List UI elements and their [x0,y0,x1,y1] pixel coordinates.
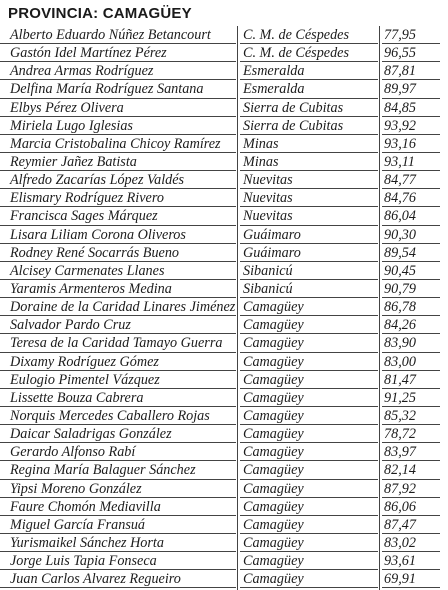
table-row [0,480,448,498]
municipality: Esmeralda [240,80,378,98]
table-row [0,207,448,225]
table-row [0,226,448,244]
table-row [0,171,448,189]
candidate-name: Daicar Saladrigas González [0,425,236,443]
municipality: C. M. de Céspedes [240,26,378,44]
candidate-name: Miriela Lugo Iglesias [0,117,236,135]
municipality: Nuevitas [240,171,378,189]
candidate-name: Marcia Cristobalina Chicoy Ramírez [0,135,236,153]
candidate-name: Doraine de la Caridad Linares Jiménez [0,298,236,316]
score: 83,00 [382,353,440,371]
score: 69,91 [382,570,440,588]
table-row [0,99,448,117]
score: 90,79 [382,280,440,298]
municipality: Camagüey [240,298,378,316]
score: 86,78 [382,298,440,316]
candidate-name: Andrea Armas Rodríguez [0,62,236,80]
score: 84,85 [382,99,440,117]
score: 83,02 [382,534,440,552]
score: 77,95 [382,26,440,44]
table-row [0,44,448,62]
candidate-name: Juan Carlos Alvarez Regueiro [0,570,236,588]
municipality: Camagüey [240,570,378,588]
municipality: Camagüey [240,534,378,552]
municipality: Nuevitas [240,207,378,225]
municipality: Sierra de Cubitas [240,117,378,135]
candidate-name: Alfredo Zacarías López Valdés [0,171,236,189]
table-row [0,334,448,352]
table-row [0,498,448,516]
score: 91,25 [382,389,440,407]
score: 83,90 [382,334,440,352]
municipality: Sibanicú [240,280,378,298]
table-row [0,26,448,44]
municipality: Camagüey [240,443,378,461]
candidate-name: Regina María Balaguer Sánchez [0,461,236,479]
candidate-name: Miguel García Fransuá [0,516,236,534]
municipality: Minas [240,135,378,153]
score: 85,32 [382,407,440,425]
table-row [0,153,448,171]
candidate-name: Elismary Rodríguez Rivero [0,189,236,207]
score: 84,76 [382,189,440,207]
table-row [0,552,448,570]
candidate-name: Teresa de la Caridad Tamayo Guerra [0,334,236,352]
candidate-name: Gastón Idel Martínez Pérez [0,44,236,62]
score: 81,47 [382,371,440,389]
score: 93,16 [382,135,440,153]
table-row [0,570,448,588]
score: 86,04 [382,207,440,225]
score: 87,92 [382,480,440,498]
candidate-name: Norquis Mercedes Caballero Rojas [0,407,236,425]
table-row [0,407,448,425]
score: 89,97 [382,80,440,98]
candidate-name: Francisca Sages Márquez [0,207,236,225]
table-row [0,371,448,389]
score: 87,47 [382,516,440,534]
score: 86,06 [382,498,440,516]
candidate-name: Rodney René Socarrás Bueno [0,244,236,262]
province-title: PROVINCIA: CAMAGÜEY [8,5,192,22]
score: 93,92 [382,117,440,135]
municipality: Nuevitas [240,189,378,207]
table-row [0,461,448,479]
table-row [0,316,448,334]
table-row [0,280,448,298]
candidate-name: Alcisey Carmenates Llanes [0,262,236,280]
municipality: Minas [240,153,378,171]
municipality: Guáimaro [240,244,378,262]
table-row [0,189,448,207]
candidate-name: Yurismaikel Sánchez Horta [0,534,236,552]
table-row [0,353,448,371]
table-row [0,516,448,534]
candidate-name: Faure Chomón Mediavilla [0,498,236,516]
table-row [0,425,448,443]
municipality: Camagüey [240,316,378,334]
table-row [0,244,448,262]
candidate-name: Jorge Luis Tapia Fonseca [0,552,236,570]
score: 82,14 [382,461,440,479]
candidate-name: Alberto Eduardo Núñez Betancourt [0,26,236,44]
municipality: Camagüey [240,407,378,425]
candidate-name: Elbys Pérez Olivera [0,99,236,117]
score: 90,45 [382,262,440,280]
score: 84,77 [382,171,440,189]
score: 84,26 [382,316,440,334]
candidate-name: Lissette Bouza Cabrera [0,389,236,407]
score: 90,30 [382,226,440,244]
municipality: Camagüey [240,461,378,479]
municipality: Camagüey [240,353,378,371]
municipality: Camagüey [240,389,378,407]
municipality: Camagüey [240,334,378,352]
candidate-name: Dixamy Rodríguez Gómez [0,353,236,371]
table-row [0,262,448,280]
table-row [0,135,448,153]
municipality: Camagüey [240,498,378,516]
table-row [0,298,448,316]
municipality: Camagüey [240,480,378,498]
candidate-name: Salvador Pardo Cruz [0,316,236,334]
municipality: Camagüey [240,425,378,443]
municipality: Esmeralda [240,62,378,80]
score: 78,72 [382,425,440,443]
score: 89,54 [382,244,440,262]
table-row [0,62,448,80]
results-table [0,26,448,588]
score: 93,11 [382,153,440,171]
municipality: Sierra de Cubitas [240,99,378,117]
municipality: Sibanicú [240,262,378,280]
score: 83,97 [382,443,440,461]
table-row [0,80,448,98]
candidate-name: Eulogio Pimentel Vázquez [0,371,236,389]
municipality: Camagüey [240,371,378,389]
score: 93,61 [382,552,440,570]
candidate-name: Reymier Jañez Batista [0,153,236,171]
municipality: Guáimaro [240,226,378,244]
municipality: C. M. de Céspedes [240,44,378,62]
score: 87,81 [382,62,440,80]
candidate-name: Yaramis Armenteros Medina [0,280,236,298]
candidate-name: Yipsi Moreno González [0,480,236,498]
table-row [0,534,448,552]
municipality: Camagüey [240,552,378,570]
table-row [0,443,448,461]
candidate-name: Lisara Liliam Corona Oliveros [0,226,236,244]
score: 96,55 [382,44,440,62]
candidate-name: Delfina María Rodríguez Santana [0,80,236,98]
candidate-name: Gerardo Alfonso Rabí [0,443,236,461]
municipality: Camagüey [240,516,378,534]
table-row [0,389,448,407]
table-row [0,117,448,135]
